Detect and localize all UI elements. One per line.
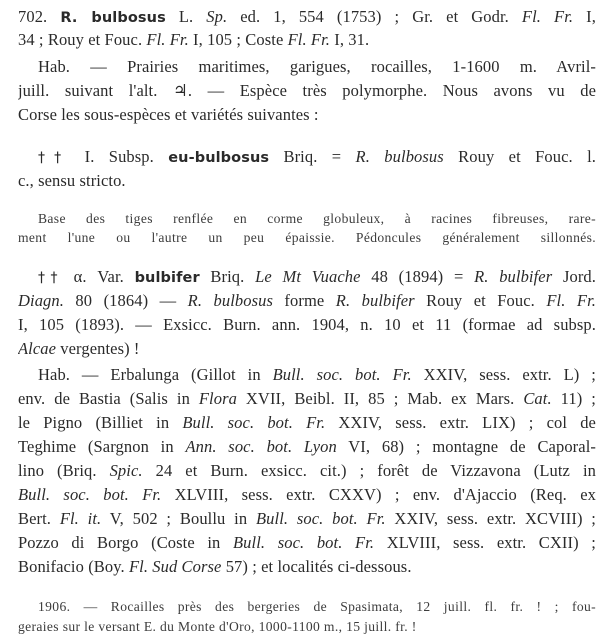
citation-italic: Fl. it. — [59, 509, 102, 528]
text-fragment: I, 31. — [330, 30, 370, 49]
subspecies-line-2: c., sensu stricto. — [18, 171, 126, 190]
citation-italic: Fl. Fr. — [146, 30, 189, 49]
subspecies-line-1 — [38, 146, 596, 169]
text-fragment: XLVIII, sess. extr. CXII) ; — [374, 533, 596, 552]
locality-line-4 — [18, 436, 596, 458]
citation-italic: R. bulbifer — [335, 291, 415, 310]
citation-italic: Diagn. — [18, 291, 64, 310]
text-fragment: ed. 1, 554 (1753) ; Gr. et Godr. — [227, 7, 522, 26]
text-fragment: α. Var. — [62, 267, 135, 286]
dagger-marker: †† — [38, 150, 71, 166]
citation-italic: Bull. soc. bot. Fr. — [182, 413, 326, 432]
text-fragment: env. de Bastia (Salis in — [18, 389, 199, 408]
subspecies-description-line-1: Base des tiges renflée en corme globuleux, à racines fibreuses, rare- — [38, 211, 596, 226]
citation-italic: Alcae — [18, 339, 57, 358]
species-name: R. bulbosus — [60, 10, 166, 26]
text-fragment: V, 502 ; Boullu in — [101, 509, 256, 528]
citation-italic: Le Mt Vuache — [255, 267, 361, 286]
text-fragment: XVII, Beibl. II, 85 ; Mab. ex Mars. — [236, 389, 524, 408]
species-header-line-2 — [18, 29, 596, 51]
text-fragment: Briq. — [199, 267, 256, 286]
text-fragment: Bonifacio (Boy. — [18, 557, 129, 576]
locality-line-9 — [18, 556, 596, 578]
habitat-line-1: Hab. — Prairies maritimes, garigues, rocailles, 1-1600 m. Avril- — [38, 57, 596, 76]
text-fragment: VI, 68) ; montagne de Caporal- — [336, 437, 596, 456]
locality-line-6 — [18, 484, 596, 506]
citation-italic: R. bulbosus — [355, 147, 444, 166]
entry-number: 702. — [18, 7, 48, 26]
citation-italic: Bull. soc. bot. Fr. — [255, 509, 386, 528]
locality-line-1 — [38, 364, 596, 386]
variety-line-4 — [18, 338, 596, 360]
text-fragment: Hab. — Erbalunga (Gillot in — [38, 365, 273, 384]
citation-italic: Cat. — [523, 389, 552, 408]
text-fragment: Pozzo di Borgo (Coste in — [18, 533, 233, 552]
subspecies-description-line-2: ment l'une ou l'autre un peu épaissie. Pédoncules généralement sillonnés. — [18, 230, 596, 245]
text-fragment: Rouy et Fouc. — [414, 291, 547, 310]
text-fragment: I. Subsp. — [70, 147, 169, 166]
text-fragment: Jord. — [552, 267, 596, 286]
text-fragment: Bert. — [18, 509, 60, 528]
text-fragment: 57) ; et localités ci-dessous. — [221, 557, 412, 576]
variety-line-1 — [38, 266, 596, 289]
text-fragment: XLVIII, sess. extr. CXXV) ; env. d'Ajaccio (Req. ex — [161, 485, 596, 504]
text-fragment: I, 105 ; Coste — [188, 30, 288, 49]
citation-italic: Bull. soc. bot. Fr. — [272, 365, 412, 384]
variety-line-2 — [18, 290, 596, 312]
habitat-line-3: Corse les sous-espèces et variétés suivantes : — [18, 105, 319, 124]
text-fragment: L. — [165, 7, 207, 26]
text-fragment: forme — [272, 291, 336, 310]
citation-italic: Fl. Fr. — [546, 291, 596, 310]
text-fragment: Briq. = — [269, 147, 356, 166]
text-fragment: 34 ; Rouy et Fouc. — [18, 30, 147, 49]
citation-italic: R. bulbifer — [474, 267, 553, 286]
citation-italic: Ann. soc. bot. Lyon — [185, 437, 337, 456]
text-fragment: vergentes) ! — [56, 339, 140, 358]
locality-line-7 — [18, 508, 596, 530]
text-fragment: le Pigno (Billiet in — [18, 413, 183, 432]
locality-line-3 — [18, 412, 596, 434]
text-fragment: lino (Briq. — [18, 461, 110, 480]
text-fragment: XXIV, sess. extr. LIX) ; col de — [325, 413, 596, 432]
text-fragment: 48 (1894) = — [360, 267, 475, 286]
note-1906-line-2: geraies sur le versant E. du Monte d'Oro, 1000-1100 m., 15 juill. fr. ! — [18, 619, 417, 634]
citation-italic: Fl. Fr. — [521, 7, 574, 26]
locality-line-2 — [18, 388, 596, 410]
text-fragment: Teghime (Sargnon in — [18, 437, 186, 456]
variety-name: bulbifer — [134, 270, 200, 286]
text-fragment: 80 (1864) — — [63, 291, 188, 310]
text-fragment: Rouy et Fouc. l. — [443, 147, 596, 166]
citation-italic: Fl. Sud Corse — [128, 557, 222, 576]
text-fragment: 11) ; — [551, 389, 596, 408]
text-fragment: XXIV, sess. extr. L) ; — [411, 365, 596, 384]
variety-line-3: I, 105 (1893). — Exsicc. Burn. ann. 1904, n. 10 et 11 (formae ad subsp. — [18, 315, 596, 334]
text-fragment: 24 et Burn. exsicc. cit.) ; forêt de Vizzavona (Lutz in — [142, 461, 596, 480]
text-fragment: XXIV, sess. extr. XCVIII) ; — [385, 509, 596, 528]
citation-italic: Bull. soc. bot. Fr. — [233, 533, 375, 552]
locality-line-5 — [18, 460, 596, 482]
citation-italic: Spic. — [109, 461, 143, 480]
note-1906-line-1: 1906. — Rocailles près des bergeries de Spasimata, 12 juill. fl. fr. ! ; fou- — [38, 599, 596, 614]
citation-italic: Flora — [198, 389, 237, 408]
habitat-line-2: juill. suivant l'alt. ♃. — Espèce très polymorphe. Nous avons vu de — [18, 81, 596, 100]
citation-italic: Bull. soc. bot. Fr. — [18, 485, 162, 504]
dagger-marker: †† — [38, 270, 63, 286]
citation-italic: R. bulbosus — [187, 291, 273, 310]
subspecies-name: eu-bulbosus — [168, 150, 270, 166]
text-fragment: I, — [573, 7, 596, 26]
locality-line-8 — [18, 532, 596, 554]
citation-italic: Fl. Fr. — [287, 30, 331, 49]
citation-italic: Sp. — [206, 7, 228, 26]
species-header-line-1 — [18, 6, 596, 29]
